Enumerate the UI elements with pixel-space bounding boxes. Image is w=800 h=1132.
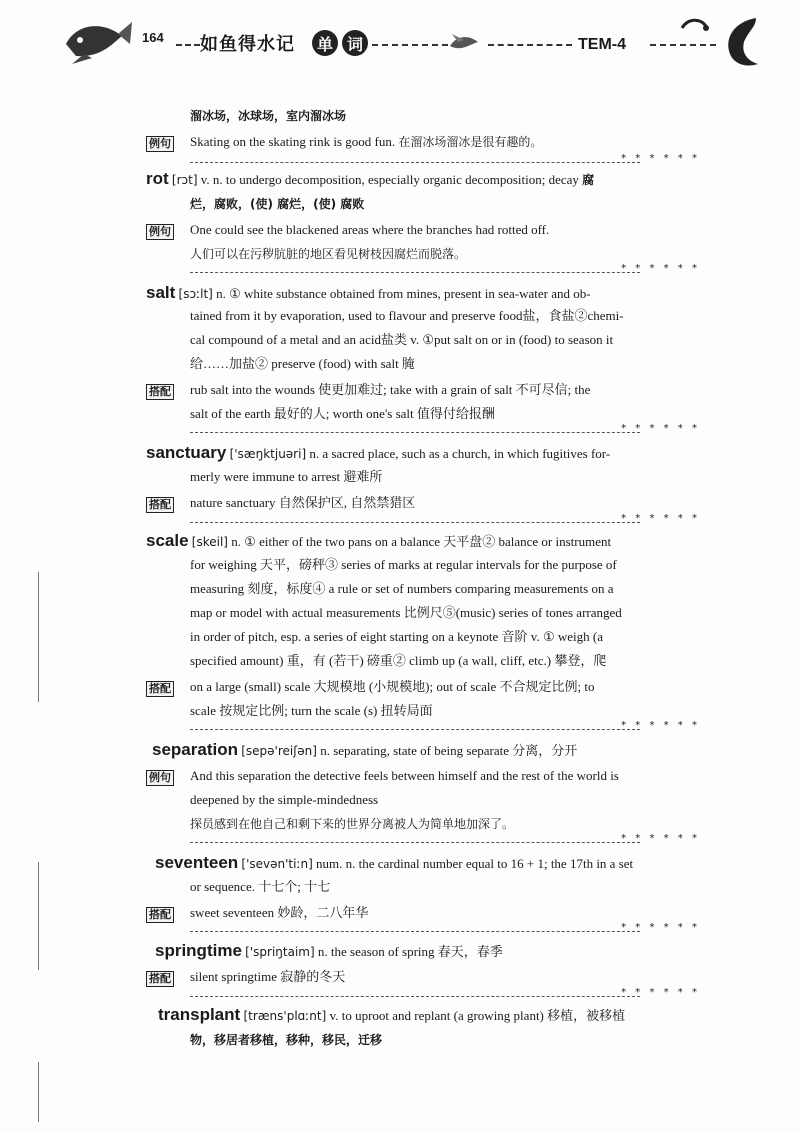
definition-line: map or model with actual measurements 比例尺⑤(music) series of tones arranged [190,605,622,620]
entry-springtime [155,942,503,961]
phonetic: [skeil] [191,535,228,549]
definition-line: for weighing 天平，磅秤③ series of marks at regular intervals for the purpose of [190,557,617,572]
circle-char-1: 单 [312,30,338,56]
headword: scale [146,531,189,550]
definition: n. the season of spring 春天，春季 [317,944,503,959]
entry-separator: * * * * * * [190,426,700,438]
definition-line: in order of pitch, esp. a series of eight starting on a keynote 音阶 v. ① weigh (a [190,629,603,644]
example-chinese: 探员感到在他自己和剩下来的世界分离被人为简单地加深了。 [190,817,515,831]
headword: transplant [158,1005,241,1024]
entry-seventeen [155,854,633,873]
example-chinese: 人们可以在污秽肮脏的地区看见树枝因腐烂而脱落。 [190,247,467,261]
small-swirl-icon [680,16,710,36]
headword: springtime [155,941,242,960]
entry-separator: * * * * * * [190,156,700,168]
entry-separator: * * * * * * [190,516,700,528]
book-title: 如鱼得水记 [200,34,295,54]
collocation-line: salt of the earth 最好的人; worth one's salt 值得付给报酬 [190,406,495,421]
phonetic: [rɔt] [171,173,198,187]
entry-sanctuary [146,444,610,463]
margin-line [38,1062,39,1122]
example-chinese: 在溜冰场溜冰是很有趣的。 [398,135,543,149]
headword: rot [146,169,169,188]
header-dash [176,44,200,46]
example-english: One could see the blackened areas where the branches had rotted off. [190,222,550,237]
collocation-tag: 搭配 [146,971,174,987]
fish-icon [62,14,134,66]
collocation-line: nature sanctuary 自然保护区, 自然禁猎区 [190,495,416,510]
entry-separator: * * * * * * [190,723,700,735]
definition-line: 物，移居者移植，移种，移民，迁移 [190,1033,383,1047]
margin-line [38,862,39,970]
entry-separator: * * * * * * [190,836,700,848]
collocation-line: sweet seventeen 妙龄，二八年华 [190,905,369,920]
example-line [190,133,542,151]
entry-separation [152,741,577,760]
definition-line: merly were immune to arrest 避难所 [190,469,383,484]
example-tag: 例句 [146,770,174,786]
phonetic: [træns'plɑːnt] [243,1009,327,1023]
definition-line: or sequence. 十七个; 十七 [190,879,331,894]
example-tag: 例句 [146,224,174,240]
definition-line: specified amount) 重，有 (若干) 磅重② climb up (a wall, cliff, etc.) 攀登，爬 [190,653,607,668]
collocation-line: rub salt into the wounds 使更加难过; take with a grain of salt 不可尽信; the [190,382,591,397]
collocation-tag: 搭配 [146,907,174,923]
entry-salt [146,284,591,303]
definition-line: 溜冰场，冰球场，室内溜冰场 [190,109,347,123]
definition: n. separating, state of being separate 分离，分开 [320,743,578,758]
collocation-tag: 搭配 [146,384,174,400]
definition-chinese: 腐 [582,173,595,187]
entry-scale [146,532,611,551]
example-english: Skating on the skating rink is good fun. [190,134,396,149]
phonetic: [sepə'reiʃən] [241,744,317,758]
collocation-line: scale 按规定比例; turn the scale (s) 扭转局面 [190,703,433,718]
headword: seventeen [155,853,239,872]
page-header [0,0,800,80]
definition: n. a sacred place, such as a church, in which fugitives for- [309,446,611,461]
example-tag: 例句 [146,136,174,152]
headword: salt [146,283,176,302]
definition: n. ① white substance obtained from mines, present in sea-water and ob- [216,286,591,301]
collocation-tag: 搭配 [146,497,174,513]
entry-rot [146,170,594,189]
entry-transplant [158,1006,625,1025]
definition-line: cal compound of a metal and an acid盐类 v. ①put salt on or in (food) to season it [190,332,614,347]
definition-line: 烂，腐败，(使) 腐烂，(使) 腐败 [190,197,365,211]
section-label: TEM-4 [578,36,626,53]
phonetic: ['sevən'tiːn] [241,857,313,871]
collocation-tag: 搭配 [146,681,174,697]
headword: sanctuary [146,443,227,462]
definition-line: tained from it by evaporation, used to flavour and preserve food盐，食盐②chemi- [190,308,624,323]
header-dash [650,44,716,46]
collocation-line: silent springtime 寂静的冬天 [190,969,346,984]
definition: num. n. the cardinal number equal to 16 + 1; the 17th in a set [316,856,634,871]
page-number: 164 [142,30,164,45]
definition: v. n. to undergo decomposition, especially organic decomposition; decay [200,172,579,187]
header-dash [488,44,572,46]
entry-separator: * * * * * * [190,266,700,278]
bird-icon [448,32,482,56]
entry-separator: * * * * * * [190,925,700,937]
phonetic: ['sæŋktjuəri] [229,447,307,461]
margin-line [38,572,39,702]
entry-separator: * * * * * * [190,990,700,1002]
definition: n. ① either of the two pans on a balance 天平盘② balance or instrument [231,534,612,549]
circle-char-2: 词 [342,30,368,56]
collocation-line: on a large (small) scale 大规模地 (小规模地); out of scale 不合规定比例; to [190,679,595,694]
definition: v. to uproot and replant (a growing plant) 移植，被移植 [329,1008,626,1023]
example-english: And this separation the detective feels between himself and the rest of the world is [190,768,619,783]
phonetic: [sɔːlt] [178,287,213,301]
definition-line: measuring 刻度，标度④ a rule or set of numbers comparing measurements on a [190,581,614,596]
header-dash [372,44,448,46]
definition-line: 给……加盐② preserve (food) with salt 腌 [190,356,415,371]
wave-ornament-icon [716,14,762,72]
example-english: deepened by the simple-mindedness [190,792,379,807]
phonetic: ['spriŋtaim] [245,945,315,959]
headword: separation [152,740,238,759]
